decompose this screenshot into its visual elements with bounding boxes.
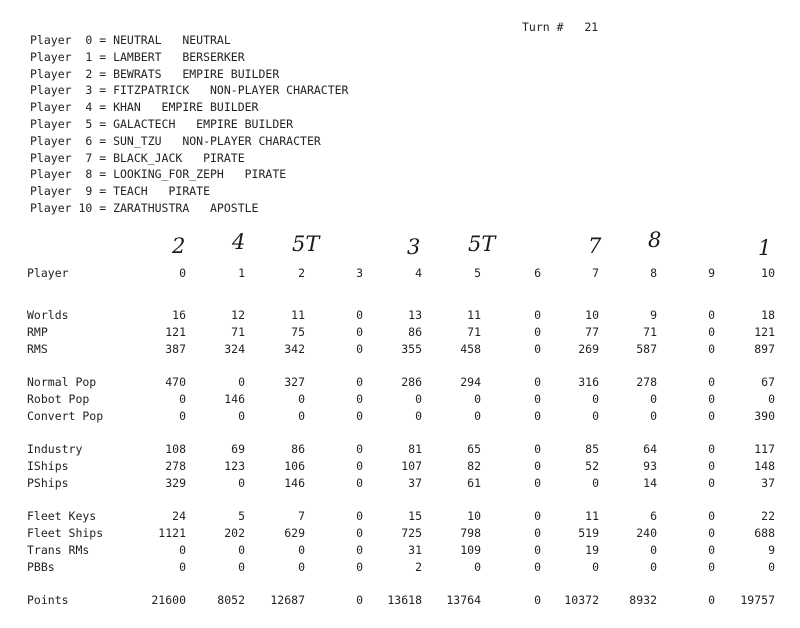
stat-cell: 0	[534, 476, 541, 490]
stat-cell: 0	[356, 526, 363, 540]
stat-cell: 0	[534, 342, 541, 356]
stats-row	[0, 458, 800, 475]
stat-cell: 0	[179, 543, 186, 557]
stat-cell: 0	[534, 526, 541, 540]
stat-cell: 71	[467, 325, 481, 339]
stat-cell: 0	[708, 392, 715, 406]
stat-cell: 0	[708, 308, 715, 322]
stats-row	[0, 525, 800, 542]
stat-cell: 0	[534, 308, 541, 322]
stat-cell: 0	[708, 342, 715, 356]
stat-cell: 108	[165, 442, 186, 456]
stat-cell: 11	[291, 308, 305, 322]
stat-cell: 0	[534, 593, 541, 607]
stat-cell: 8932	[629, 593, 657, 607]
row-label: Robot Pop	[27, 392, 90, 406]
stat-cell: 65	[467, 442, 481, 456]
stat-cell: 0	[179, 392, 186, 406]
row-label: PShips	[27, 476, 69, 490]
stat-cell: 7	[298, 509, 305, 523]
handwritten-rank-note: 3	[407, 235, 421, 259]
stat-cell: 67	[761, 375, 775, 389]
turn-indicator	[522, 20, 598, 34]
stat-cell: 37	[408, 476, 422, 490]
stat-cell: 4	[415, 266, 422, 280]
player-entry: Player 8 = LOOKING_FOR_ZEPH PIRATE	[30, 167, 287, 182]
stat-cell: 0	[708, 459, 715, 473]
row-label: Industry	[27, 442, 83, 456]
stat-cell: 629	[284, 526, 305, 540]
player-entry: Player 2 = BEWRATS EMPIRE BUILDER	[30, 66, 280, 81]
stats-row	[0, 592, 800, 609]
stat-cell: 0	[415, 392, 422, 406]
stat-cell: 121	[754, 325, 775, 339]
stat-cell: 121	[165, 325, 186, 339]
stat-cell: 8	[650, 266, 657, 280]
stats-row	[0, 374, 800, 391]
stat-cell: 11	[585, 509, 599, 523]
stat-cell: 0	[356, 342, 363, 356]
stat-cell: 1	[238, 266, 245, 280]
stat-cell: 0	[534, 392, 541, 406]
handwritten-rank-note: 5T	[468, 232, 496, 256]
stat-cell: 107	[401, 459, 422, 473]
stat-cell: 0	[179, 266, 186, 280]
stat-cell: 0	[650, 560, 657, 574]
stat-cell: 278	[636, 375, 657, 389]
stat-cell: 85	[585, 442, 599, 456]
stat-cell: 93	[643, 459, 657, 473]
stat-cell: 0	[356, 409, 363, 423]
stat-cell: 5	[474, 266, 481, 280]
stat-cell: 24	[172, 509, 186, 523]
stat-cell: 86	[408, 325, 422, 339]
stat-cell: 0	[650, 409, 657, 423]
stat-cell: 52	[585, 459, 599, 473]
row-label: Normal Pop	[27, 375, 97, 389]
stat-cell: 5	[238, 509, 245, 523]
stats-row	[0, 508, 800, 525]
stat-cell: 470	[165, 375, 186, 389]
player-entry: Player 1 = LAMBERT BERSERKER	[30, 49, 245, 64]
stat-cell: 9	[650, 308, 657, 322]
stat-cell: 9	[708, 266, 715, 280]
stat-cell: 123	[224, 459, 245, 473]
stat-cell: 13764	[446, 593, 481, 607]
stat-cell: 798	[460, 526, 481, 540]
stat-cell: 86	[291, 442, 305, 456]
stat-cell: 725	[401, 526, 422, 540]
player-entry: Player 5 = GALACTECH EMPIRE BUILDER	[30, 116, 294, 131]
stat-cell: 519	[578, 526, 599, 540]
stat-cell: 69	[231, 442, 245, 456]
stat-cell: 8052	[217, 593, 245, 607]
stat-cell: 75	[291, 325, 305, 339]
stats-row	[0, 307, 800, 324]
turn-number: 21	[584, 20, 599, 34]
stat-cell: 71	[643, 325, 657, 339]
stat-cell: 688	[754, 526, 775, 540]
stat-cell: 15	[408, 509, 422, 523]
handwritten-rank-note: 5T	[292, 232, 320, 256]
stat-cell: 0	[238, 409, 245, 423]
row-label: Fleet Keys	[27, 509, 97, 523]
stat-cell: 0	[415, 409, 422, 423]
stat-cell: 0	[534, 509, 541, 523]
stat-cell: 77	[585, 325, 599, 339]
row-label: Worlds	[27, 308, 69, 322]
stat-cell: 0	[708, 375, 715, 389]
handwritten-rank-note: 2	[172, 234, 186, 258]
stat-cell: 2	[415, 560, 422, 574]
handwritten-rank-note: 1	[758, 236, 772, 260]
row-label: Trans RMs	[27, 543, 90, 557]
stat-cell: 355	[401, 342, 422, 356]
stat-cell: 294	[460, 375, 481, 389]
stat-cell: 0	[708, 409, 715, 423]
stat-cell: 0	[650, 392, 657, 406]
stat-cell: 0	[179, 560, 186, 574]
stat-cell: 64	[643, 442, 657, 456]
stat-cell: 9	[768, 543, 775, 557]
stat-cell: 342	[284, 342, 305, 356]
row-label: IShips	[27, 459, 69, 473]
stat-cell: 22	[761, 509, 775, 523]
stat-cell: 0	[592, 560, 599, 574]
stat-cell: 0	[474, 560, 481, 574]
stat-cell: 0	[534, 325, 541, 339]
stat-cell: 0	[238, 476, 245, 490]
stat-cell: 0	[356, 308, 363, 322]
stats-row	[0, 475, 800, 492]
stat-cell: 13	[408, 308, 422, 322]
stat-cell: 10372	[564, 593, 599, 607]
stat-cell: 0	[356, 543, 363, 557]
stat-cell: 0	[592, 409, 599, 423]
stat-cell: 148	[754, 459, 775, 473]
stat-cell: 31	[408, 543, 422, 557]
stat-cell: 0	[768, 560, 775, 574]
handwritten-rank-note: 4	[232, 230, 246, 254]
player-entry: Player 10 = ZARATHUSTRA APOSTLE	[30, 200, 259, 215]
stats-header-row	[0, 265, 800, 282]
stat-cell: 458	[460, 342, 481, 356]
row-label: PBBs	[27, 560, 55, 574]
player-entry: Player 0 = NEUTRAL NEUTRAL	[30, 33, 231, 47]
stat-cell: 1121	[158, 526, 186, 540]
stat-cell: 0	[356, 476, 363, 490]
stat-cell: 0	[474, 392, 481, 406]
stat-cell: 0	[708, 593, 715, 607]
stat-cell: 286	[401, 375, 422, 389]
stats-row	[0, 341, 800, 358]
stat-cell: 0	[238, 543, 245, 557]
row-label: RMS	[27, 342, 48, 356]
stat-cell: 0	[298, 409, 305, 423]
stat-cell: 11	[467, 308, 481, 322]
stat-cell: 13618	[387, 593, 422, 607]
stat-cell: 0	[298, 392, 305, 406]
stat-cell: 0	[708, 560, 715, 574]
stat-cell: 61	[467, 476, 481, 490]
stat-cell: 327	[284, 375, 305, 389]
stat-cell: 0	[474, 409, 481, 423]
stat-cell: 0	[356, 509, 363, 523]
stat-cell: 0	[592, 392, 599, 406]
stat-cell: 0	[356, 325, 363, 339]
player-entry: Player 4 = KHAN EMPIRE BUILDER	[30, 100, 259, 115]
stat-cell: 16	[172, 308, 186, 322]
stat-cell: 0	[768, 392, 775, 406]
stat-cell: 12687	[270, 593, 305, 607]
turn-label: Turn #	[522, 20, 564, 34]
row-label: Fleet Ships	[27, 526, 104, 540]
stat-cell: 0	[708, 526, 715, 540]
stat-cell: 316	[578, 375, 599, 389]
stat-cell: 19757	[740, 593, 775, 607]
stat-cell: 0	[298, 543, 305, 557]
stat-cell: 0	[534, 375, 541, 389]
stat-cell: 0	[708, 509, 715, 523]
stat-cell: 0	[356, 392, 363, 406]
stat-cell: 117	[754, 442, 775, 456]
stat-cell: 0	[356, 593, 363, 607]
stat-cell: 329	[165, 476, 186, 490]
stat-cell: 106	[284, 459, 305, 473]
stat-cell: 19	[585, 543, 599, 557]
stat-cell: 0	[356, 375, 363, 389]
stat-cell: 0	[708, 543, 715, 557]
stat-cell: 0	[298, 560, 305, 574]
handwritten-rank-note: 8	[648, 228, 662, 252]
player-roster	[30, 32, 349, 217]
stat-cell: 0	[708, 325, 715, 339]
stats-row	[0, 441, 800, 458]
stat-cell: 0	[534, 560, 541, 574]
player-entry: Player 9 = TEACH PIRATE	[30, 184, 211, 199]
stat-cell: 0	[534, 409, 541, 423]
stats-row	[0, 391, 800, 408]
stat-cell: 0	[179, 409, 186, 423]
row-label: Convert Pop	[27, 409, 104, 423]
stats-row	[0, 408, 800, 425]
stat-cell: 0	[708, 442, 715, 456]
stat-cell: 82	[467, 459, 481, 473]
stat-cell: 587	[636, 342, 657, 356]
stat-cell: 37	[761, 476, 775, 490]
row-label: RMP	[27, 325, 48, 339]
row-label: Player	[27, 266, 69, 280]
stat-cell: 202	[224, 526, 245, 540]
stat-cell: 81	[408, 442, 422, 456]
stat-cell: 897	[754, 342, 775, 356]
player-entry: Player 3 = FITZPATRICK NON-PLAYER CHARACTER	[30, 83, 349, 98]
stat-cell: 240	[636, 526, 657, 540]
stats-row	[0, 324, 800, 341]
stat-cell: 3	[356, 266, 363, 280]
stat-cell: 71	[231, 325, 245, 339]
stat-cell: 0	[650, 543, 657, 557]
stat-cell: 10	[761, 266, 775, 280]
stat-cell: 0	[356, 442, 363, 456]
stat-cell: 0	[356, 459, 363, 473]
stat-cell: 7	[592, 266, 599, 280]
row-label: Points	[27, 593, 69, 607]
stat-cell: 10	[585, 308, 599, 322]
stat-cell: 0	[534, 459, 541, 473]
stat-cell: 146	[284, 476, 305, 490]
stat-cell: 269	[578, 342, 599, 356]
stat-cell: 0	[356, 560, 363, 574]
stat-cell: 387	[165, 342, 186, 356]
stat-cell: 14	[643, 476, 657, 490]
stat-cell: 0	[534, 442, 541, 456]
stat-cell: 0	[534, 543, 541, 557]
stat-cell: 0	[238, 560, 245, 574]
stat-cell: 278	[165, 459, 186, 473]
stat-cell: 6	[650, 509, 657, 523]
stats-row	[0, 542, 800, 559]
stat-cell: 0	[708, 476, 715, 490]
handwritten-rank-note: 7	[588, 234, 602, 258]
stat-cell: 109	[460, 543, 481, 557]
stat-cell: 0	[592, 476, 599, 490]
stat-cell: 18	[761, 308, 775, 322]
stat-cell: 324	[224, 342, 245, 356]
stat-cell: 10	[467, 509, 481, 523]
stat-cell: 146	[224, 392, 245, 406]
player-entry: Player 6 = SUN_TZU NON-PLAYER CHARACTER	[30, 133, 321, 148]
stat-cell: 12	[231, 308, 245, 322]
stat-cell: 2	[298, 266, 305, 280]
stat-cell: 6	[534, 266, 541, 280]
stat-cell: 0	[238, 375, 245, 389]
stats-row	[0, 559, 800, 576]
stat-cell: 21600	[151, 593, 186, 607]
player-entry: Player 7 = BLACK_JACK PIRATE	[30, 150, 245, 165]
stat-cell: 390	[754, 409, 775, 423]
